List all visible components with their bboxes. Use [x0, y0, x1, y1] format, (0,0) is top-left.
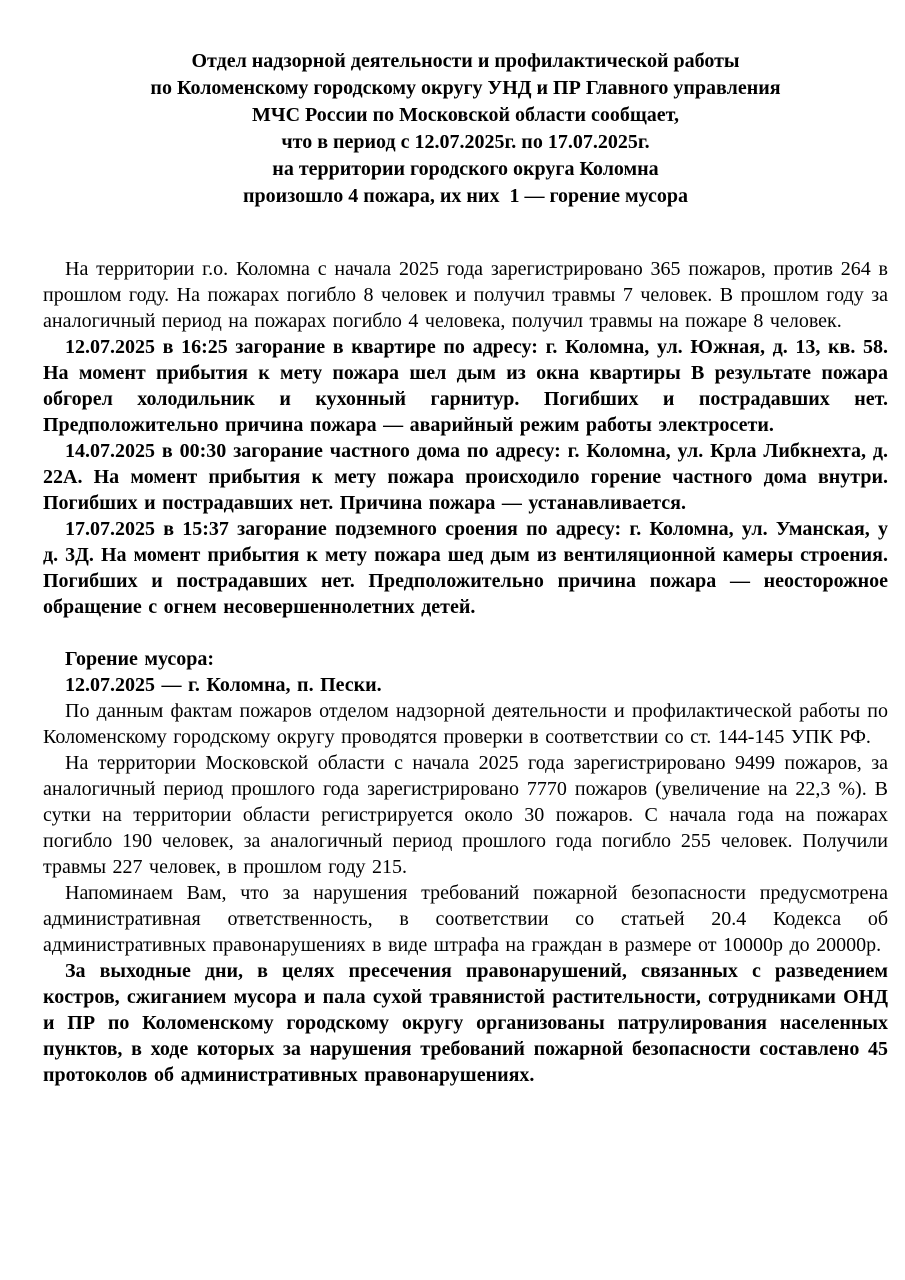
- trash-burning-incident: 12.07.2025 — г. Коломна, п. Пески.: [65, 674, 382, 696]
- investigation-note-paragraph: По данным фактам пожаров отделом надзорной деятельности и профилактической работы по Коломенскому городскому округу проводятся проверки в соответствии со ст. 144-145 УПК РФ.: [43, 700, 888, 748]
- report-header-line: произошло 4 пожара, их них 1 — горение мусора: [243, 185, 688, 207]
- report-header-line: на территории городского округа Коломна: [272, 158, 659, 180]
- weekend-patrols-paragraph: За выходные дни, в целях пресечения правонарушений, связанных с разведением костров, сжиганием мусора и пала сухой травянистой растительности, сотрудниками ОНД и ПР по Коломенскому городскому округу организованы патрулирования населенных пунктов, в ходе которых за нарушения требований пожарной безопасности составлено 45 протоколов об административных правонарушениях.: [43, 960, 888, 1086]
- koloma-statistics-paragraph: На территории г.о. Коломна с начала 2025 года зарегистрировано 365 пожаров, против 264 в прошлом году. На пожарах погибло 8 человек и получил травмы 7 человек. В прошлом году за аналогичный период на пожарах погибло 4 человека, получил травмы на пожаре 8 человек.: [43, 258, 888, 332]
- report-body: [43, 256, 888, 1088]
- liability-reminder-paragraph: Напоминаем Вам, что за нарушения требований пожарной безопасности предусмотрена административная ответственность, в соответствии со статьей 20.4 Кодекса об административных правонарушениях в виде штрафа на граждан в размере от 10000р до 20000р.: [43, 882, 888, 956]
- report-header-line: Отдел надзорной деятельности и профилактической работы: [191, 50, 740, 72]
- incident-2025-07-17-paragraph: 17.07.2025 в 15:37 загорание подземного сроения по адресу: г. Коломна, ул. Уманская, у д. 3Д. На момент прибытия к мету пожара шед дым из вентиляционной камеры строения. Погибших и пострадавших нет. Предположительно причина пожара — неосторожное обращение с огнем несовершеннолетних детей.: [43, 518, 888, 618]
- report-header-line: МЧС России по Московской области сообщает,: [252, 104, 679, 126]
- incident-2025-07-12-paragraph: 12.07.2025 в 16:25 загорание в квартире по адресу: г. Коломна, ул. Южная, д. 13, кв. 58. На момент прибытия к мету пожара шел дым из окна квартиры В результате пожара обгорел холодильник и кухонный гарнитур. Погибших и пострадавших нет. Предположительно причина пожара — аварийный режим работы электросети.: [43, 336, 888, 436]
- report-header-line: по Коломенскому городскому округу УНД и ПР Главного управления: [150, 77, 781, 99]
- trash-burning-heading: Горение мусора:: [65, 648, 215, 670]
- incident-2025-07-14-paragraph: 14.07.2025 в 00:30 загорание частного дома по адресу: г. Коломна, ул. Крла Либкнехта, д. 22А. На момент прибытия к мету пожара происходило горение частного дома внутри. Погибших и пострадавших нет. Причина пожара — устанавливается.: [43, 440, 888, 514]
- report-header-line: что в период с 12.07.2025г. по 17.07.2025г.: [281, 131, 650, 153]
- moscow-region-statistics-paragraph: На территории Московской области с начала 2025 года зарегистрировано 9499 пожаров, за аналогичный период прошлого года зарегистрировано 7770 пожаров (увеличение на 22,3 %). В сутки на территории области регистрируется около 30 пожаров. С начала года на пожарах погибло 190 человек, за аналогичный период прошлого года погибло 255 человек. Получили травмы 227 человек, в прошлом году 215.: [43, 752, 888, 878]
- report-header: [43, 48, 888, 210]
